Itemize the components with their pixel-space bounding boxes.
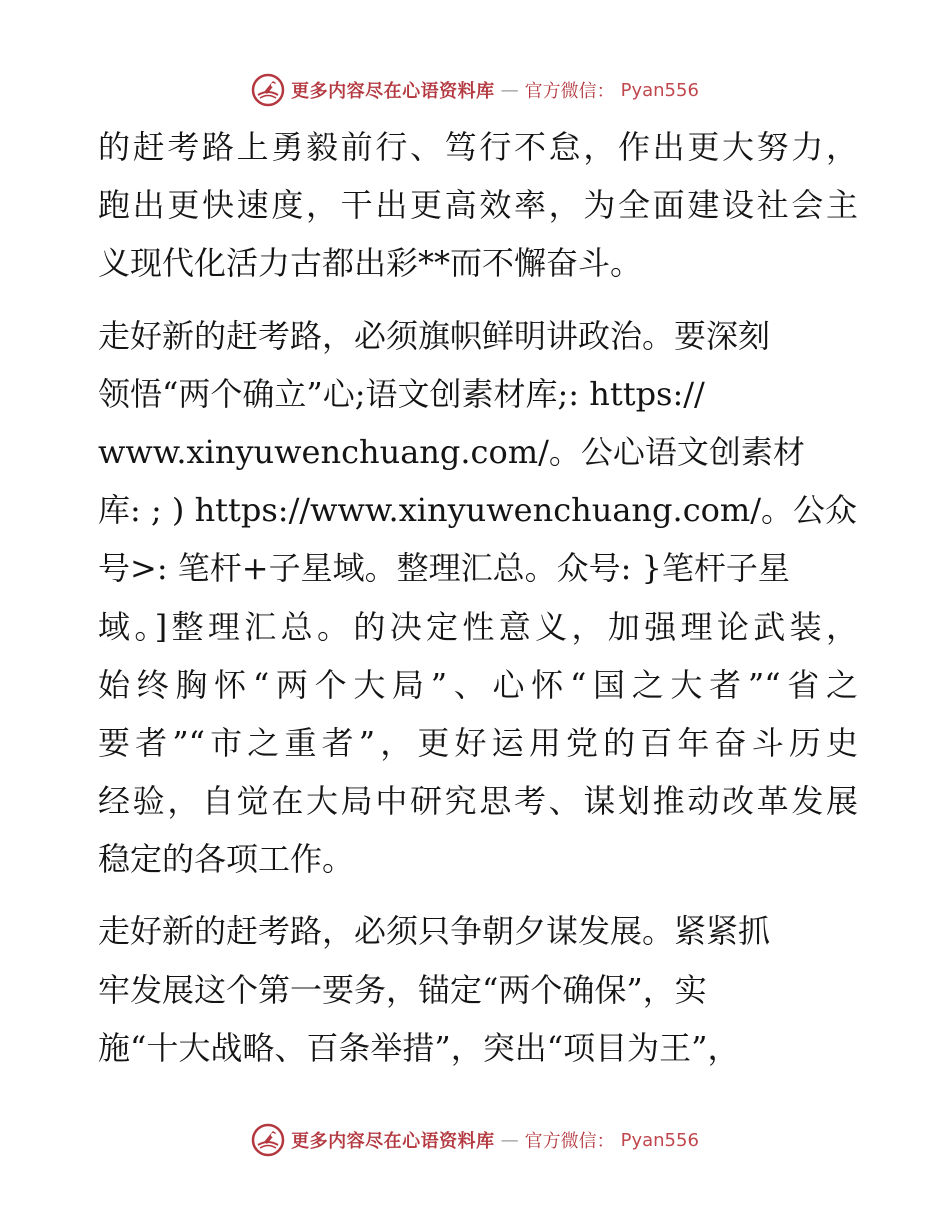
wechat-id: Pyan556 [620,79,699,101]
banner-dash: — [500,1129,519,1151]
text-line: 走好新的赶考路，必须只争朝夕谋发展。紧紧抓 [98,912,771,951]
text-line: www.xinyuwenchuang.com/。公心语文创素材 [98,432,805,471]
text-line: 号>: 笔杆+子星域。整理汇总。众号: }笔杆子星 [98,549,790,588]
text-line: 跑出更快速度，干出更高效率，为全面建设社会主 [98,186,858,225]
text-line: 库: ; ) https://www.xinyuwenchuang.com/。公众 [98,491,858,530]
text-line: 要者”“市之重者”，更好运用党的百年奋斗历史 [98,723,858,762]
wechat-id: Pyan556 [620,1129,699,1151]
footer-banner [0,1122,950,1158]
document-body [98,118,858,1077]
banner-text: 更多内容尽在心语资料库 [291,1131,495,1152]
banner-dash: — [500,79,519,101]
text-line: 经验，自觉在大局中研究思考、谋划推动改革发展 [98,782,858,821]
book-pen-logo-icon [251,73,285,107]
wechat-label: 官方微信： [524,1131,615,1152]
text-line: 域。]整理汇总。的决定性意义，加强理论武装， [98,607,858,646]
text-line: 的赶考路上勇毅前行、笃行不怠，作出更大努力， [98,128,858,166]
paragraph-3 [98,902,858,1077]
text-line: 义现代化活力古都出彩**而不懈奋斗。 [98,244,643,283]
paragraph-2 [98,307,858,889]
header-banner [0,72,950,108]
text-line: 领悟“两个确立”心;语文创素材库;: https:// [98,374,705,413]
text-line: 牢发展这个第一要务，锚定“两个确保”，实 [98,970,707,1009]
text-line: 施“十大战略、百条举措”，突出“项目为王”， [98,1028,740,1067]
paragraph-1 [98,118,858,293]
banner-text: 更多内容尽在心语资料库 [291,81,495,102]
wechat-label: 官方微信： [524,81,615,102]
text-line: 走好新的赶考路，必须旗帜鲜明讲政治。要深刻 [98,316,771,355]
text-line: 稳定的各项工作。 [98,840,355,879]
book-pen-logo-icon [251,1123,285,1157]
text-line: 始终胸怀“两个大局”、心怀“国之大者”“省之 [98,665,858,704]
